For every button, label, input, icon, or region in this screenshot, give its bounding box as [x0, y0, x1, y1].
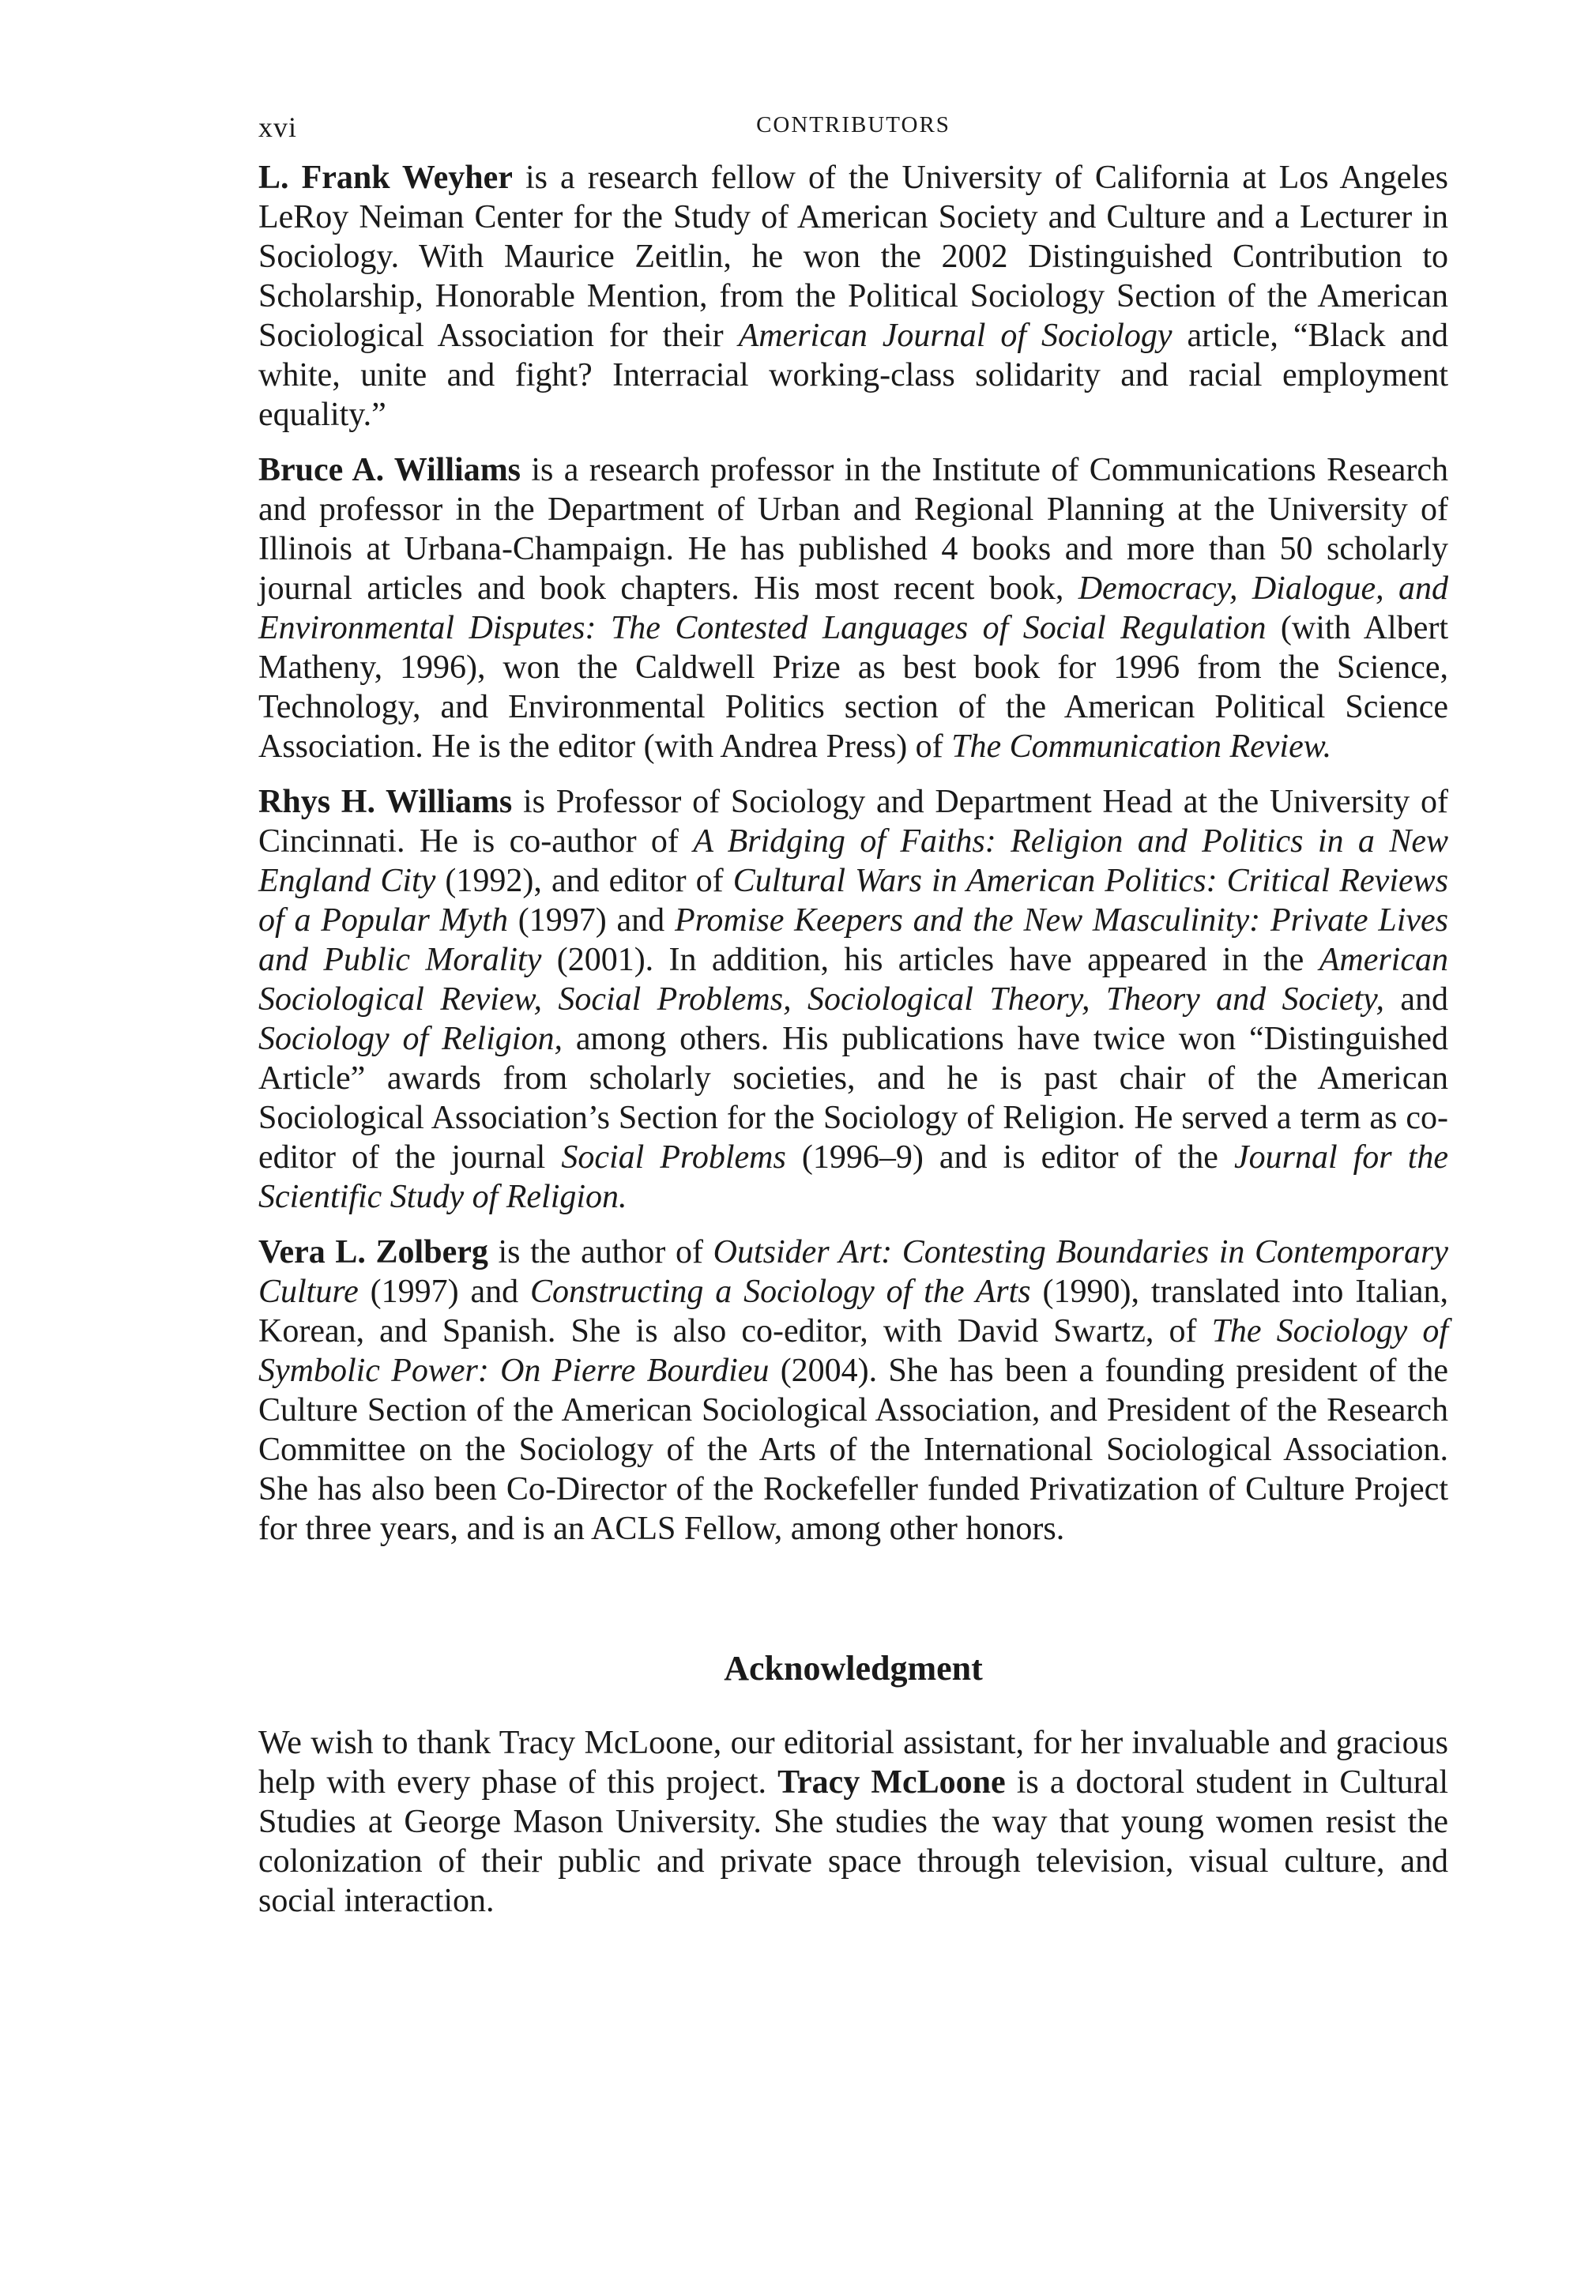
bio-italic-title: Outsider Art: Contesting Boundaries in Contemporary Culture	[258, 1234, 1448, 1310]
bio-italic-title: The Sociology of Symbolic Power: On Pierre Bourdieu	[258, 1313, 1448, 1389]
bio-text: article, “Black and white, unite and fight? Interracial working-class solidarity and racial employment equality.”	[258, 318, 1449, 433]
bio-italic-title: Social Problems	[561, 1139, 786, 1176]
acknowledgment-text	[258, 1723, 1448, 1921]
contributor-bio	[258, 782, 1448, 1217]
bio-text: is a research fellow of the University of California at Los Angeles LeRoy Neiman Center for the Study of American Society and Culture and a Lecturer in Sociology. With Maurice Zeitlin, he won the 2002 Distinguished Contribution to Scholarship, Honorable Mention, from the Political Sociology Section of the American Sociological Association for their	[258, 160, 1449, 354]
bio-italic-title: The Communication Review.	[951, 728, 1332, 765]
bio-text: is the author of	[487, 1234, 713, 1270]
bio-italic-title: American Journal of Sociology	[738, 318, 1173, 354]
page-number: xvi	[258, 111, 298, 143]
ack-bold-name: Tracy McLoone	[777, 1764, 1006, 1801]
bio-text: (1990), translated into Italian, Korean, and Spanish. She is also co-editor, with David Swartz, of	[258, 1274, 1448, 1349]
bio-italic-title: Constructing a Sociology of the Arts	[530, 1274, 1031, 1310]
ack-text: We wish to thank Tracy McLoone, our editorial assistant, for her invaluable and gracious help with every phase of this project.	[258, 1725, 1448, 1801]
contributor-bio	[258, 450, 1448, 766]
bio-italic-title: Promise Keepers and the New Masculinity: Private Lives and Public Morality	[258, 902, 1449, 978]
bio-text: (1992), and editor of	[435, 863, 733, 899]
bio-italic-title: Journal for the Scientific Study of Religion.	[258, 1139, 1448, 1215]
running-head	[258, 111, 1448, 158]
bio-text: among others. His publications have twice won “Distinguished Article” awards from scholarly societies, and he is past chair of the American Sociological Association’s Section for the Sociology of Religion. He served a term as co-editor of the journal	[258, 1021, 1448, 1176]
bio-text: (1997) and	[358, 1274, 531, 1310]
bio-text: and	[1383, 981, 1448, 1018]
bio-text: (2004). She has been a founding president of the Culture Section of the American Sociological Association, and President of the Research Committee on the Sociology of the Arts of the International Sociological Association. She has also been Co-Director of the Rockefeller funded Privatization of Culture Project for three years, and is an ACLS Fellow, among other honors.	[258, 1353, 1448, 1547]
bio-text: (with Albert Matheny, 1996), won the Caldwell Prize as best book for 1996 from the Science, Technology, and Environmental Politics section of the American Political Science Association. He is the editor (with Andrea Press) of	[258, 610, 1448, 765]
bio-italic-title: American Sociological Review, Social Problems, Sociological Theory, Theory and Society,	[258, 942, 1448, 1018]
bio-italic-title: Cultural Wars in American Politics: Critical Reviews of a Popular Myth	[258, 863, 1448, 939]
contributor-name: Rhys H. Williams	[258, 784, 513, 820]
contributor-name: Vera L. Zolberg	[258, 1234, 488, 1270]
ack-text: is a doctoral student in Cultural Studies at George Mason University. She studies the way that young women resist the colonization of their public and private space through television, visual culture, and social interaction.	[258, 1764, 1449, 1919]
bio-text: (2001). In addition, his articles have appeared in the	[541, 942, 1319, 978]
book-page	[258, 111, 1448, 1937]
contributor-bio	[258, 158, 1448, 435]
bio-italic-title: Democracy, Dialogue, and Environmental Disputes: The Contested Languages of Social Regulation	[258, 570, 1448, 646]
running-head-title: CONTRIBUTORS	[756, 112, 950, 137]
bio-italic-title: A Bridging of Faiths: Religion and Politics in a New England City	[258, 823, 1448, 899]
bio-text: (1996–9) and is editor of the	[785, 1139, 1234, 1176]
bio-text: (1997) and	[507, 902, 675, 939]
bio-text: is Professor of Sociology and Department Head at the University of Cincinnati. He is co-author of	[258, 784, 1448, 860]
contributor-bio	[258, 1233, 1448, 1549]
bio-text: is a research professor in the Institute of Communications Research and professor in the Department of Urban and Regional Planning at the University of Illinois at Urbana-Champaign. He has published 4 books and more than 50 scholarly journal articles and book chapters. His most recent book,	[258, 452, 1448, 607]
acknowledgment-heading: Acknowledgment	[724, 1649, 983, 1688]
bio-italic-title: Sociology of Religion,	[258, 1021, 563, 1057]
contributor-name: L. Frank Weyher	[258, 160, 513, 196]
contributor-name: Bruce A. Williams	[258, 452, 521, 488]
